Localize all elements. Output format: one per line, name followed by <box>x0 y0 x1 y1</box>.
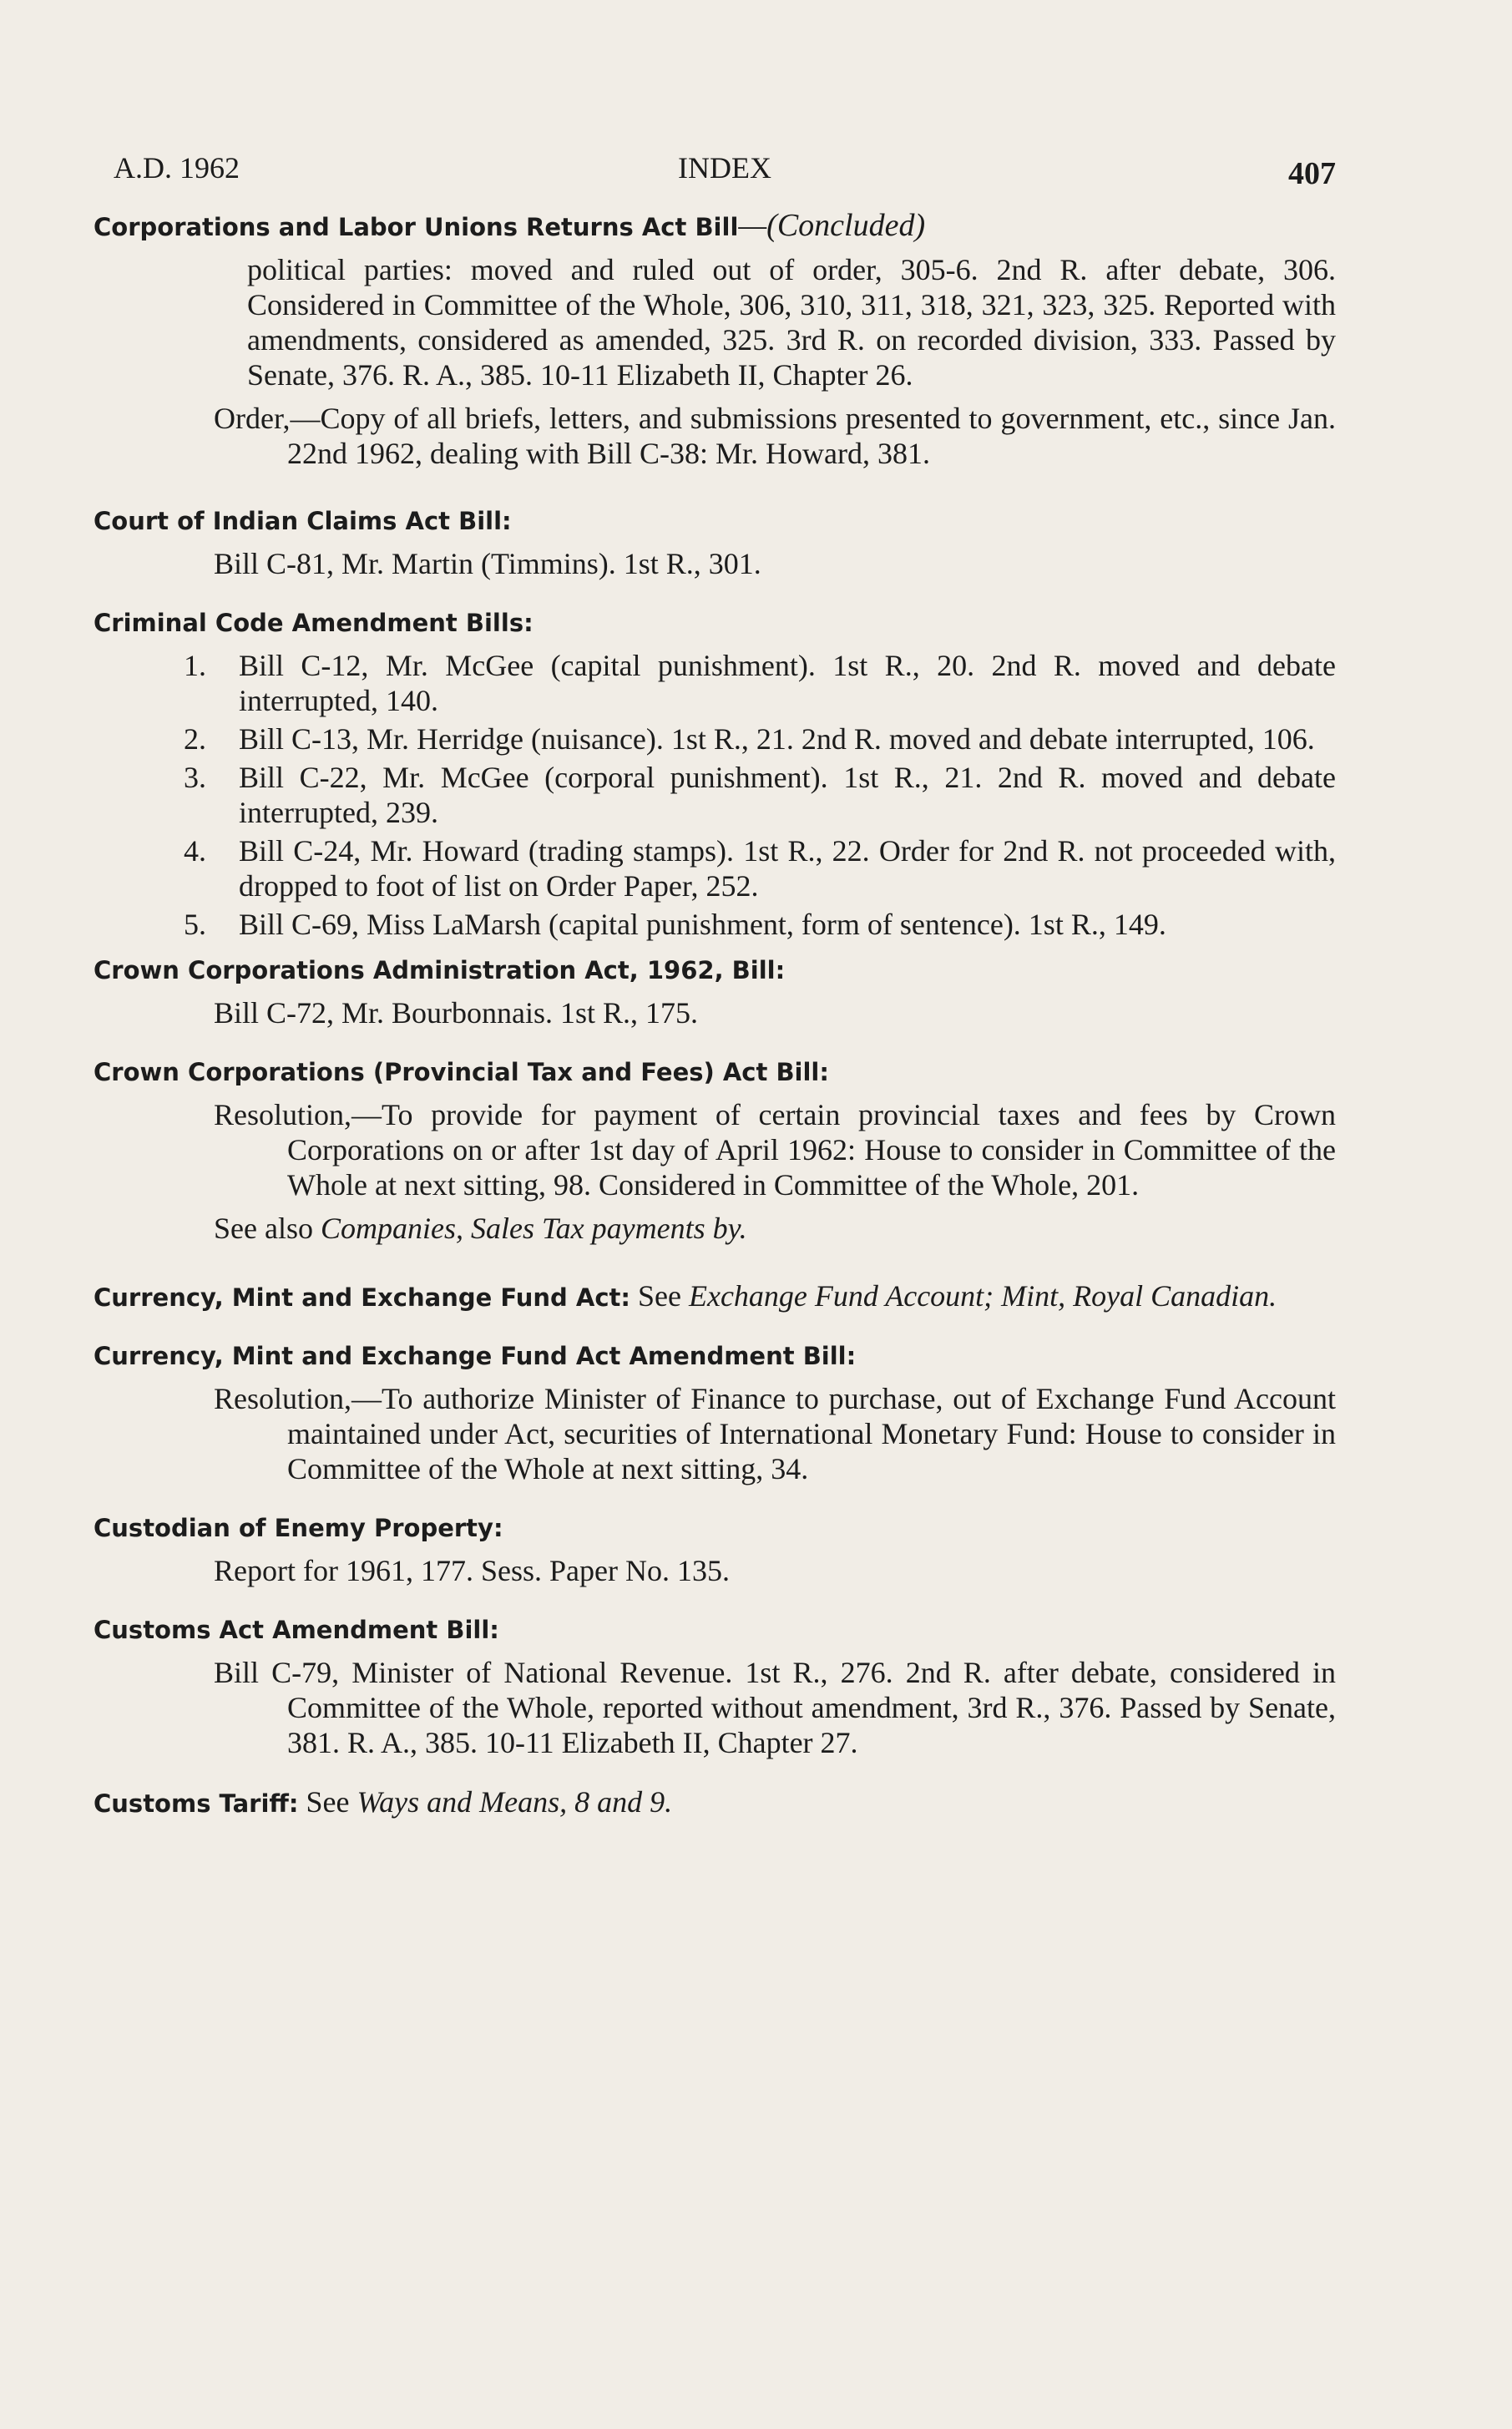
list-item <box>94 907 1336 942</box>
entry-heading: Custodian of Enemy Property: <box>94 1514 503 1542</box>
entry-order: Order,—Copy of all briefs, letters, and submissions presented to government, etc., since Jan. 22nd 1962, dealing with Bill C-38: Mr. Howard, 381. <box>214 402 1336 470</box>
item-number: 4. <box>184 834 206 868</box>
entry-heading: Crown Corporations Administration Act, 1962, Bill: <box>94 956 786 984</box>
cross-reference: Ways and Means, 8 and 9. <box>357 1785 673 1819</box>
entry-heading <box>94 1279 1336 1314</box>
heading-text: Customs Tariff: <box>94 1789 299 1818</box>
list-item <box>94 833 1336 903</box>
list-item <box>94 760 1336 830</box>
item-number: 1. <box>184 649 206 682</box>
see-label: See <box>630 1279 689 1313</box>
bill-list <box>94 648 1336 942</box>
header-year: A.D. 1962 <box>114 151 240 185</box>
entry-customs-act-amendment <box>94 1613 1336 1760</box>
entry-court-indian-claims <box>94 504 1336 581</box>
entry-text: Bill C-79, Minister of National Revenue. 1st R., 276. 2nd R. after debate, considered in Committee of the Whole, reported without amendment, 3rd R., 376. Passed by Senate, 381. R. A., 385. 10-11 Elizabeth II, Chapter 27. <box>214 1656 1336 1759</box>
entry-currency-amendment <box>94 1339 1336 1486</box>
list-item <box>94 648 1336 718</box>
entry-resolution: Resolution,—To authorize Minister of Finance to purchase, out of Exchange Fund Account maintained under Act, securities of International Monetary Fund: House to consider in Committee of the Whole at next sitting, 34. <box>214 1382 1336 1485</box>
entry-custodian-enemy-property <box>94 1511 1336 1588</box>
item-text: Bill C-12, Mr. McGee (capital punishment). 1st R., 20. 2nd R. moved and debate interrupted, 140. <box>239 649 1336 717</box>
item-text: Bill C-69, Miss LaMarsh (capital punishment, form of sentence). 1st R., 149. <box>239 908 1166 941</box>
entry-text: Bill C-81, Mr. Martin (Timmins). 1st R., 301. <box>214 547 761 580</box>
item-text: Bill C-22, Mr. McGee (corporal punishment). 1st R., 21. 2nd R. moved and debate interrupted, 239. <box>239 761 1336 829</box>
see-label: See <box>298 1785 357 1819</box>
cross-reference: Companies, Sales Tax payments by. <box>320 1212 747 1245</box>
heading-text: Currency, Mint and Exchange Fund Act: <box>94 1283 630 1312</box>
entry-crown-corporations-provincial-tax <box>94 1055 1336 1246</box>
entry-heading: Crown Corporations (Provincial Tax and Fees) Act Bill: <box>94 1058 829 1086</box>
header-title: INDEX <box>678 151 771 185</box>
entry-heading: Customs Act Amendment Bill: <box>94 1616 499 1644</box>
heading-text: Corporations and Labor Unions Returns Act Bill <box>94 213 739 241</box>
entry-customs-tariff <box>94 1785 1336 1820</box>
concluded-label: —(Concluded) <box>738 208 926 243</box>
list-item <box>94 721 1336 757</box>
see-also-label: See also <box>214 1212 321 1245</box>
item-text: Bill C-13, Mr. Herridge (nuisance). 1st R., 21. 2nd R. moved and debate interrupted, 106. <box>239 722 1315 756</box>
item-number: 2. <box>184 722 206 756</box>
entry-text: Report for 1961, 177. Sess. Paper No. 135. <box>214 1554 730 1587</box>
entry-see-also <box>94 1211 1336 1246</box>
item-number: 3. <box>184 761 206 794</box>
running-head <box>94 125 1336 192</box>
cross-reference: Exchange Fund Account; Mint, Royal Canadian. <box>688 1279 1277 1313</box>
entry-text: political parties: moved and ruled out of order, 305-6. 2nd R. after debate, 306. Considered in Committee of the Whole, 306, 310, 311, 318, 321, 323, 325. Reported with amendments, considered as amended, 325. 3rd R. on recorded division, 333. Passed by Senate, 376. R. A., 385. 10-11 Elizabeth II, Chapter 26. <box>247 253 1336 392</box>
entry-heading: Court of Indian Claims Act Bill: <box>94 507 512 535</box>
entry-resolution: Resolution,—To provide for payment of certain provincial taxes and fees by Crown Corporations on or after 1st day of April 1962: House to consider in Committee of the Whole at next sitting, 98. Considered in Committee of the Whole, 201. <box>214 1098 1336 1202</box>
page-number: 407 <box>1288 156 1336 191</box>
entry-corporations-labor-unions <box>94 209 1336 471</box>
entry-heading <box>94 1785 1336 1820</box>
index-page <box>94 125 1336 1819</box>
entry-crown-corporations-administration <box>94 954 1336 1030</box>
entry-heading: Criminal Code Amendment Bills: <box>94 609 533 637</box>
entry-heading <box>94 209 1336 244</box>
entry-currency-mint-exchange <box>94 1279 1336 1314</box>
item-text: Bill C-24, Mr. Howard (trading stamps). 1st R., 22. Order for 2nd R. not proceeded with, dropped to foot of list on Order Paper, 252. <box>239 834 1336 903</box>
item-number: 5. <box>184 908 206 941</box>
entry-text: Bill C-72, Mr. Bourbonnais. 1st R., 175. <box>214 996 699 1030</box>
entry-heading: Currency, Mint and Exchange Fund Act Amendment Bill: <box>94 1342 857 1370</box>
entry-criminal-code <box>94 606 1336 942</box>
index-entries <box>94 209 1336 1820</box>
